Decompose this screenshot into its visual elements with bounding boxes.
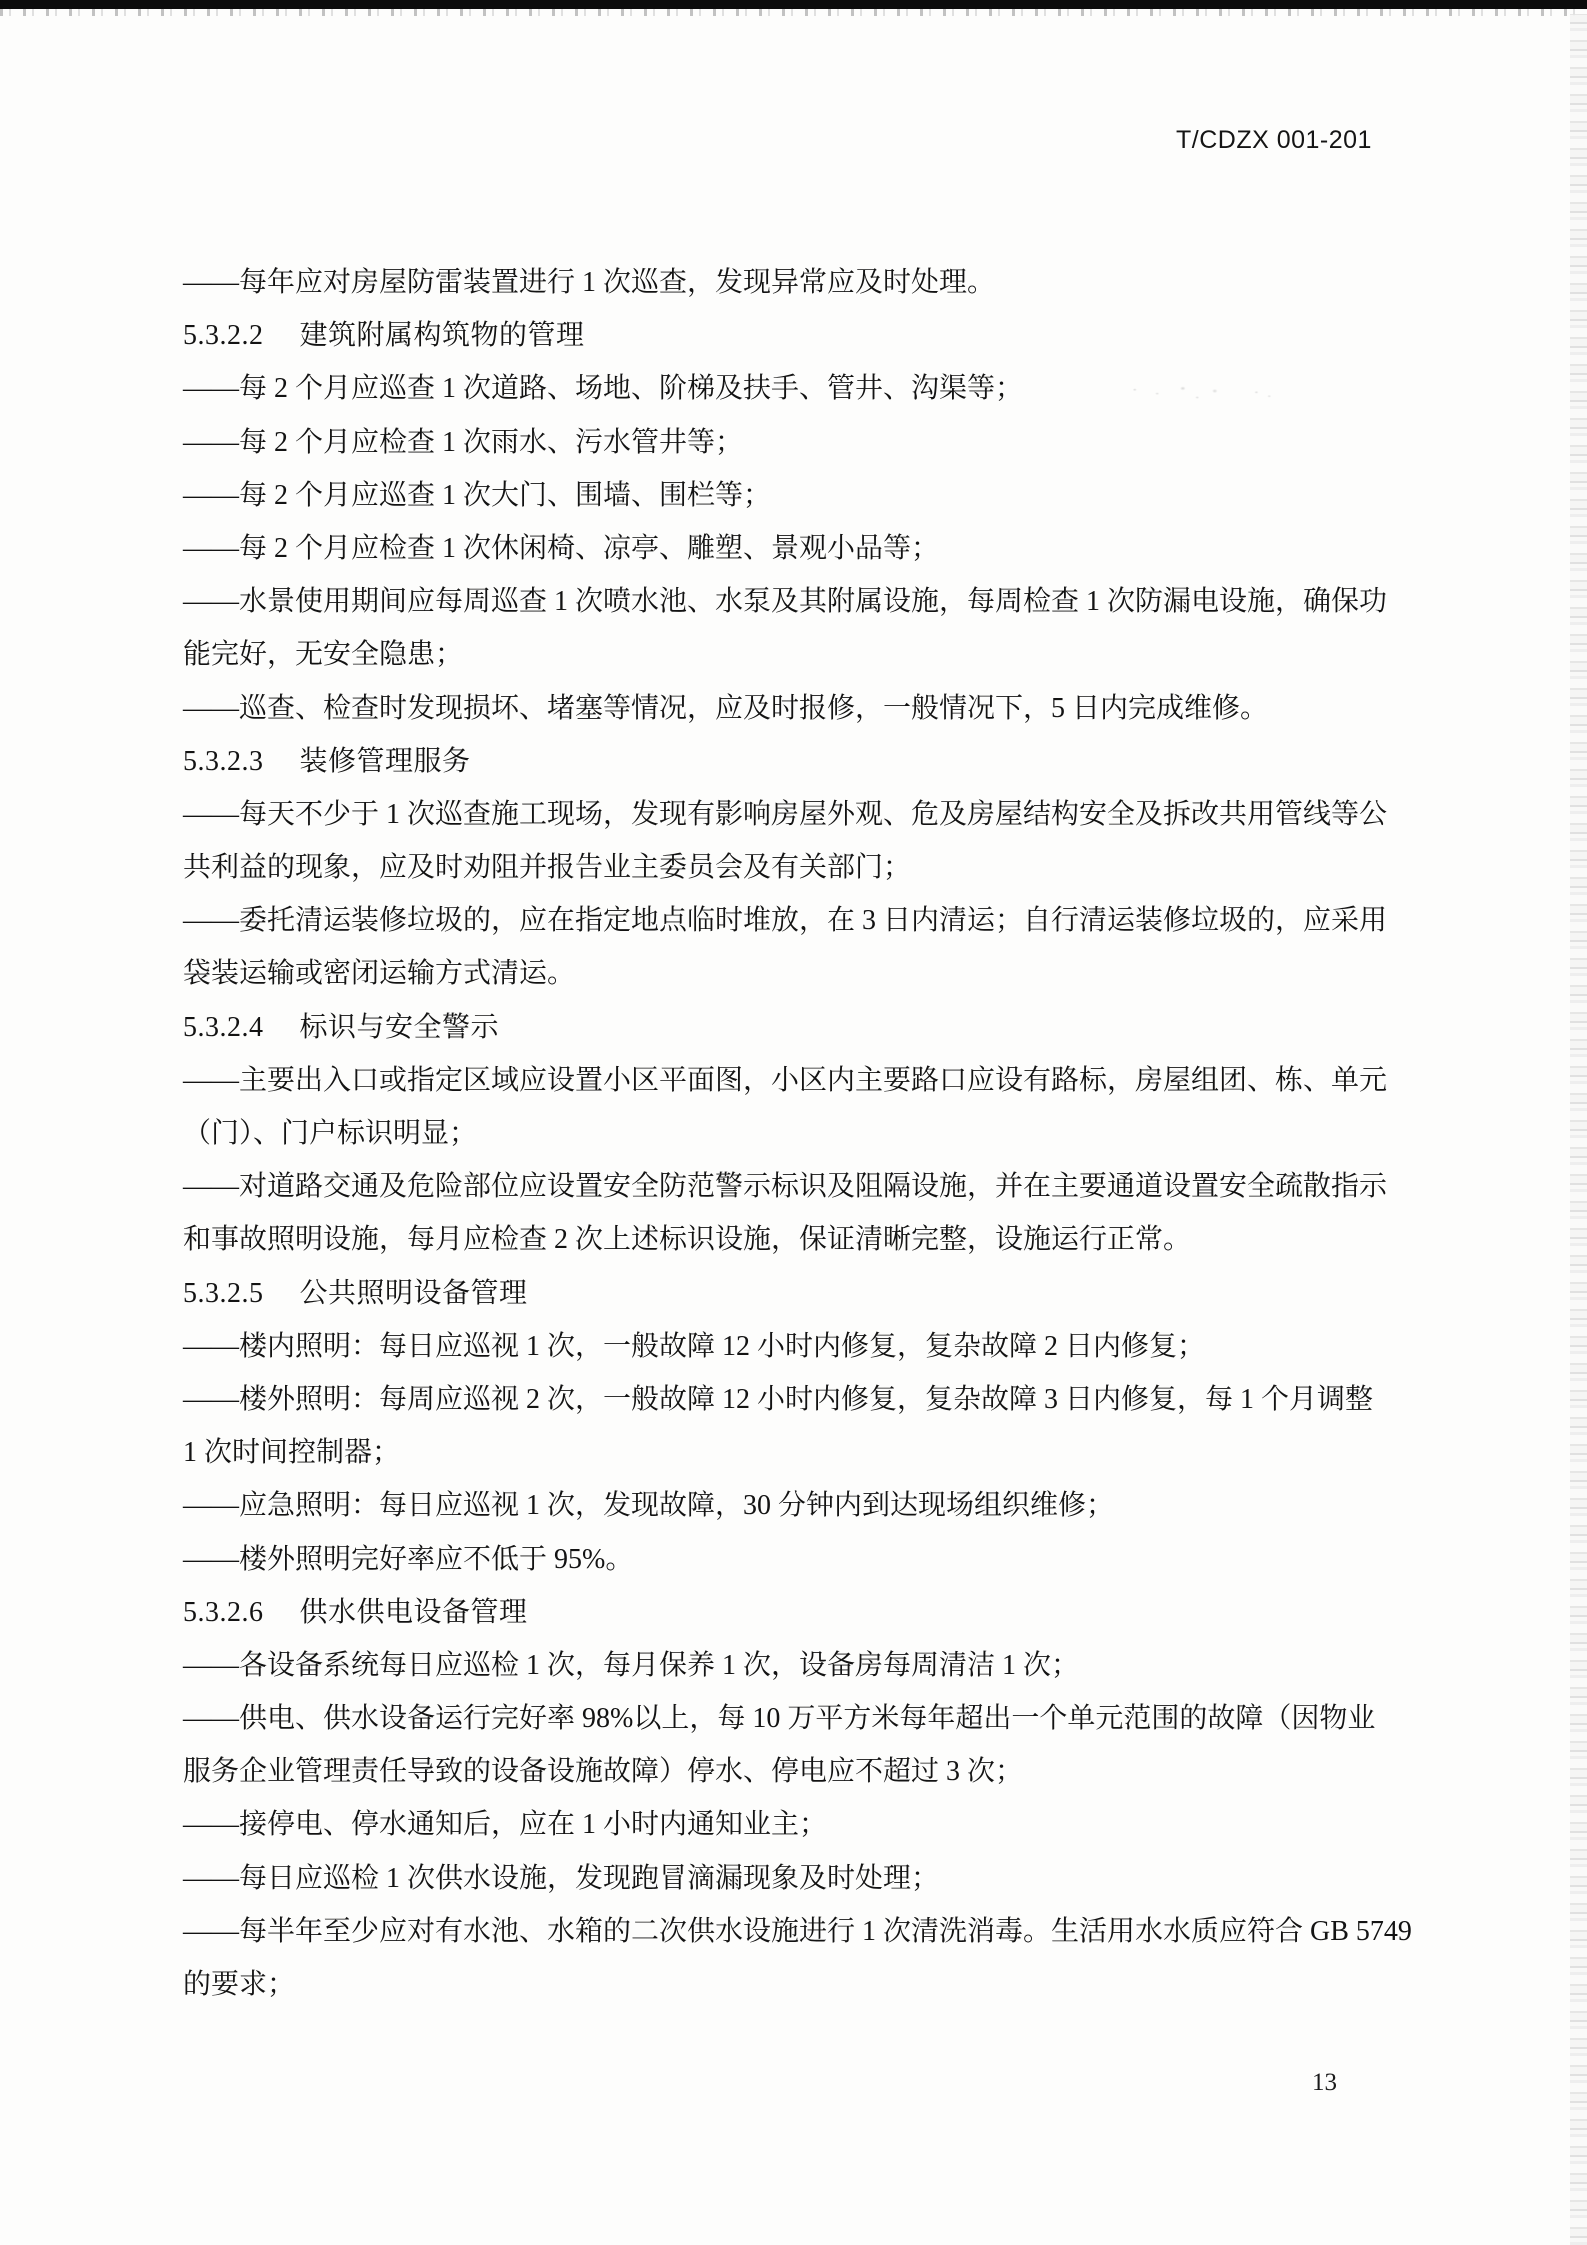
list-item-line: ——每 2 个月应检查 1 次雨水、污水管井等； (183, 426, 744, 458)
list-item-line: ——每 2 个月应巡查 1 次道路、场地、阶梯及扶手、管井、沟渠等； (183, 373, 1024, 405)
list-item-line: ——每 2 个月应巡查 1 次大门、围墙、围栏等； (183, 479, 772, 511)
continuation-line: 能完好，无安全隐患； (183, 639, 464, 671)
page-number: 13 (1312, 2069, 1337, 2096)
list-item-line: ——主要出入口或指定区域应设置小区平面图，小区内主要路口应设有路标，房屋组团、栋、单元 (183, 1064, 1388, 1096)
continuation-line: 服务企业管理责任导致的设备设施故障）停水、停电应不超过 3 次； (183, 1756, 1024, 1788)
list-item-line: ——巡查、检查时发现损坏、堵塞等情况，应及时报修，一般情况下，5 日内完成维修。 (183, 692, 1269, 724)
continuation-line: 袋装运输或密闭运输方式清运。 (183, 958, 576, 990)
list-item-line: ——每年应对房屋防雷装置进行 1 次巡查，发现异常应及时处理。 (183, 267, 996, 298)
clause-heading: 5.3.2.6 供水供电设备管理 (183, 1596, 528, 1628)
list-item-line: ——各设备系统每日应巡检 1 次，每月保养 1 次，设备房每周清洁 1 次； (183, 1649, 1080, 1681)
list-item-line: ——楼外照明完好率应不低于 95%。 (183, 1543, 634, 1575)
list-item-line: ——每 2 个月应检查 1 次休闲椅、凉亭、雕塑、景观小品等； (183, 532, 940, 564)
scan-edge-right-noise (1570, 14, 1587, 2245)
clause-heading: 5.3.2.4 标识与安全警示 (183, 1011, 500, 1043)
list-item-line: ——每半年至少应对有水池、水箱的二次供水设施进行 1 次清洗消毒。生活用水水质应符合 GB 5749 (183, 1915, 1412, 1947)
list-item-line: ——楼内照明：每日应巡视 1 次，一般故障 12 小时内修复，复杂故障 2 日内修复； (183, 1330, 1206, 1362)
list-item-line: ——每日应巡检 1 次供水设施，发现跑冒滴漏现象及时处理； (183, 1862, 940, 1894)
clause-heading: 5.3.2.5 公共照明设备管理 (183, 1277, 528, 1309)
continuation-line: 和事故照明设施，每月应检查 2 次上述标识设施，保证清晰完整，设施运行正常。 (183, 1224, 1192, 1256)
list-item-line: ——委托清运装修垃圾的，应在指定地点临时堆放，在 3 日内清运；自行清运装修垃圾的，应采用 (183, 905, 1388, 937)
list-item-line: ——接停电、停水通知后，应在 1 小时内通知业主； (183, 1809, 828, 1841)
list-item-line: ——应急照明：每日应巡视 1 次，发现故障，30 分钟内到达现场组织维修； (183, 1490, 1115, 1522)
clause-heading: 5.3.2.2 建筑附属构筑物的管理 (183, 320, 585, 352)
continuation-line: 共利益的现象，应及时劝阻并报告业主委员会及有关部门； (183, 852, 912, 884)
clause-heading: 5.3.2.3 装修管理服务 (183, 745, 471, 777)
scan-edge-top (0, 0, 1587, 9)
continuation-line: （门）、门户标识明显； (183, 1118, 478, 1149)
standard-code-header: T/CDZX 001-201 (1176, 126, 1372, 154)
list-item-line: ——对道路交通及危险部位应设置安全防范警示标识及阻隔设施，并在主要通道设置安全疏散指示 (183, 1171, 1388, 1203)
list-item-line: ——每天不少于 1 次巡查施工现场，发现有影响房屋外观、危及房屋结构安全及拆改共用管线等公 (183, 798, 1388, 830)
list-item-line: ——水景使用期间应每周巡查 1 次喷水池、水泵及其附属设施，每周检查 1 次防漏电设施，确保功 (183, 586, 1388, 618)
continuation-line: 的要求； (183, 1969, 296, 2000)
continuation-line: 1 次时间控制器； (183, 1437, 401, 1469)
list-item-line: ——楼外照明：每周应巡视 2 次，一般故障 12 小时内修复，复杂故障 3 日内修复，每 1 个月调整 (183, 1383, 1374, 1415)
list-item-line: ——供电、供水设备运行完好率 98%以上，每 10 万平方米每年超出一个单元范围的故障（因物业 (183, 1703, 1376, 1735)
document-body (183, 256, 1473, 2011)
